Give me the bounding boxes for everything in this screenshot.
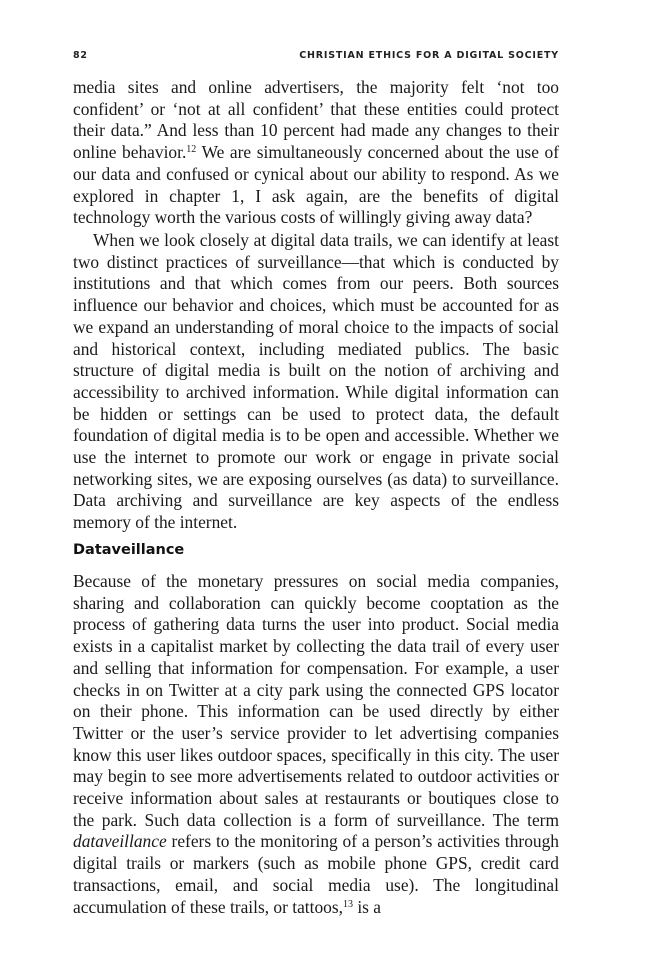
page-number: 82	[73, 50, 88, 61]
paragraph-1	[73, 77, 559, 229]
paragraph-3-text-end: is a	[352, 896, 381, 917]
paragraph-1-text: media sites and online advertisers, the majority felt ‘not too confident’ or ‘not at all confident’ that these entities could protect their data.” And less than 10 percent had made any changes to their online behavior.	[73, 77, 559, 163]
paragraph-3-text: Because of the monetary pressures on social media companies, sharing and collaboration can quickly become cooptation as the process of gathering data turns the user into product. Social media exists in a capitalist market by collecting the data trail of every user and selling that information for compensation. For example, a user checks in on Twitter at a city park using the connected GPS locator on their phone. This information can be used directly by either Twitter or the user’s service provider to let advertising companies know this user likes outdoor spaces, specifically in this city. The user may begin to see more advertisements related to outdoor activities or receive information about sales at restaurants or boutiques close to the park. Such data collection is a form of surveillance. The term	[73, 571, 559, 830]
paragraph-3-text-cont: refers to the monitoring of a person’s activities through digital trails or markers (such as mobile phone GPS, credit card transactions, email, and social media use). The longitudinal accumulation of these trails, or tattoos,	[73, 831, 559, 917]
running-title: CHRISTIAN ETHICS FOR A DIGITAL SOCIETY	[299, 50, 559, 61]
footnote-ref-12: 12	[186, 144, 197, 156]
paragraph-2	[73, 230, 559, 534]
paragraph-2-text: When we look closely at digital data trails, we can identify at least two distinct practices of surveillance—that which is conducted by institutions and that which comes from our peers. Both sources influence our behavior and choices, which must be accounted for as we expand an understanding of moral choice to the impacts of social and historical context, including mediated publics. The basic structure of digital media is built on the notion of archiving and accessibility to archived information. While digital information can be hidden or settings can be used to protect data, the default foundation of digital media is to be open and accessible. Whether we use the internet to promote our work or engage in private social networking sites, we are exposing ourselves (as data) to surveillance. Data archiving and surveillance are key aspects of the endless memory of the internet.	[73, 230, 559, 533]
running-head	[73, 50, 559, 68]
term-dataveillance: dataveillance	[73, 831, 167, 852]
footnote-ref-13: 13	[342, 898, 353, 910]
paragraph-3	[73, 571, 559, 918]
paragraph-1-text-cont: We are simultaneously concerned about the use of our data and confused or cynical about our ability to respond. As we explored in chapter 1, I ask again, are the benefits of digital technology worth the various costs of willingly giving away data?	[73, 142, 559, 228]
section-heading: Dataveillance	[73, 542, 185, 558]
